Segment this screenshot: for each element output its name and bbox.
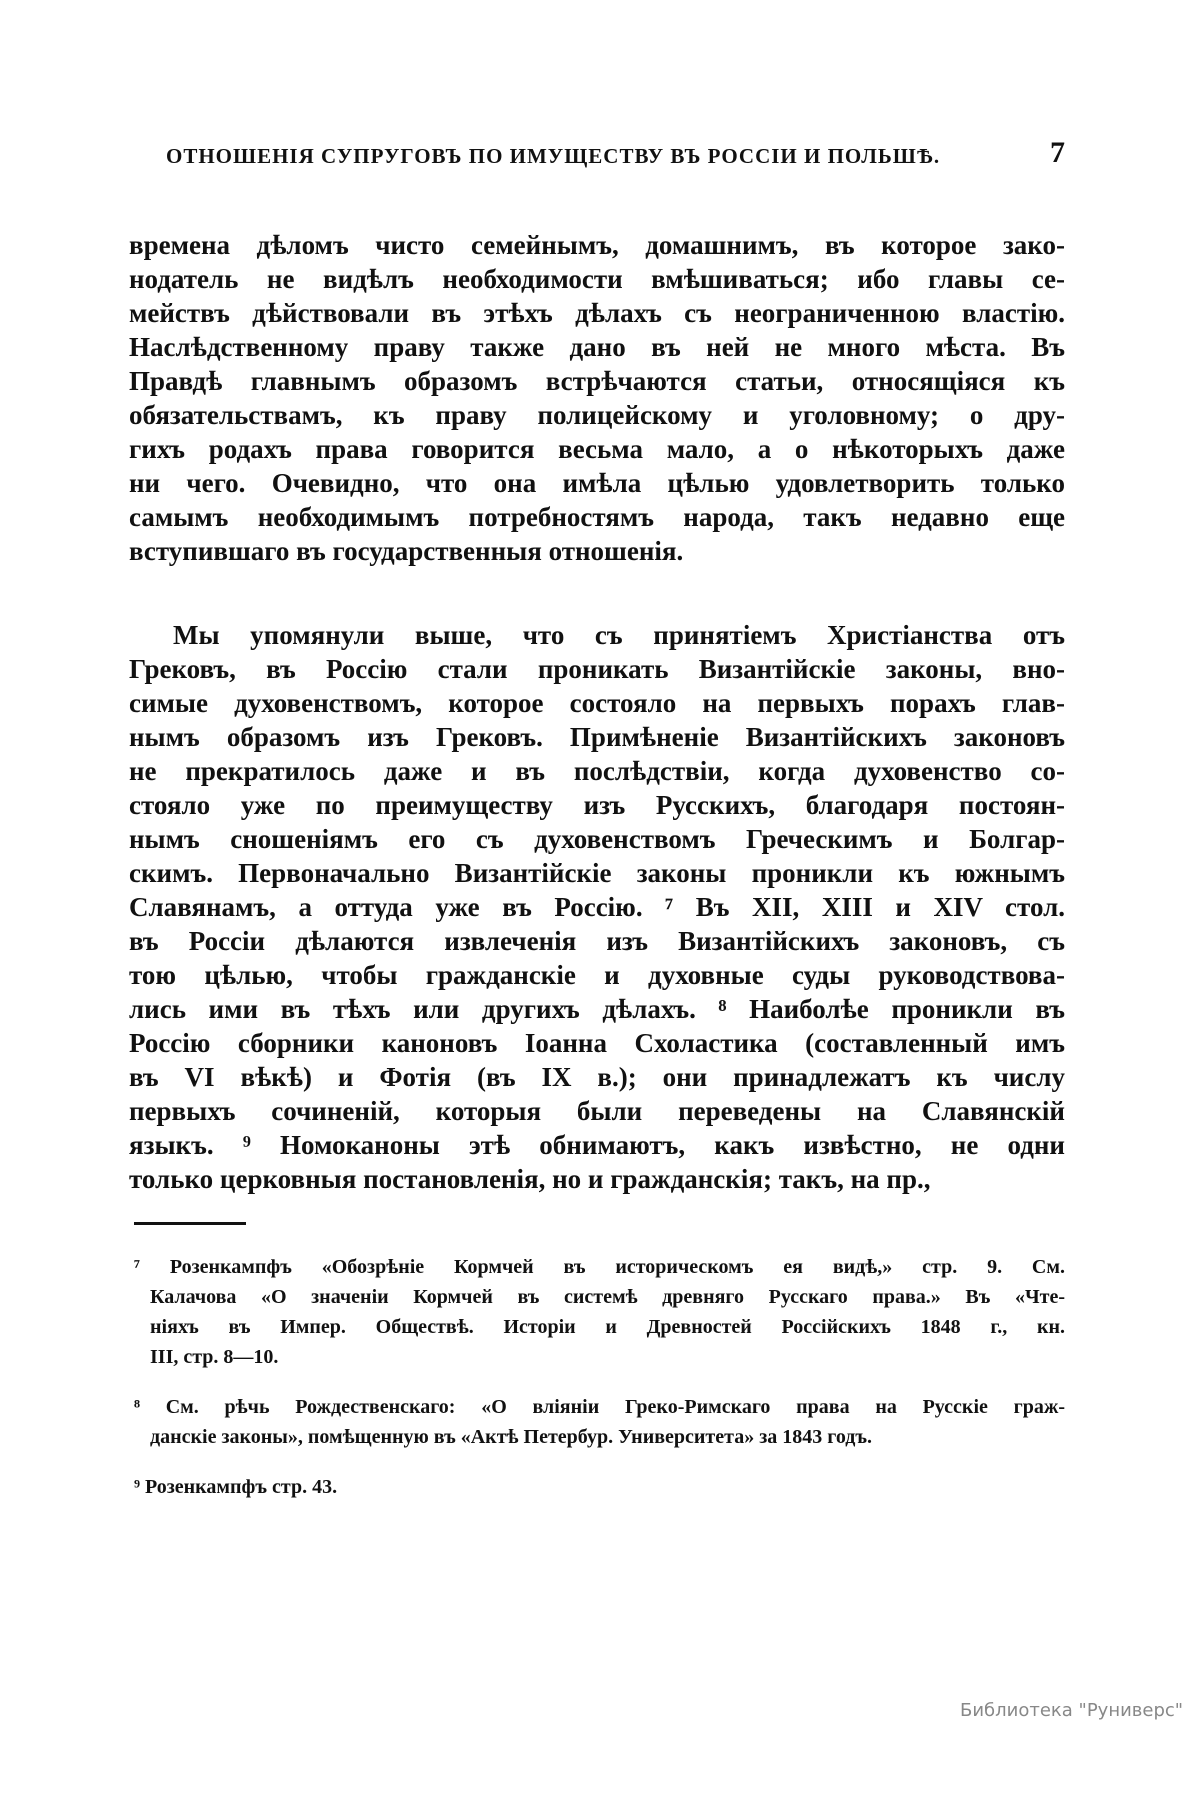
- text-line: ни чего. Очевидно, что она имѣла цѣлью удовлетворить только: [129, 468, 1065, 498]
- footnote-7: [134, 1252, 1065, 1372]
- library-watermark: Библиотека "Руниверс": [960, 1700, 1184, 1721]
- page-number: 7: [1050, 136, 1066, 169]
- running-header: [166, 136, 1066, 174]
- text-line: Правдѣ главнымъ образомъ встрѣчаются статьи, относящіяся къ: [129, 366, 1065, 396]
- text-line: самымъ необходимымъ потребностямъ народа, такъ недавно еще: [129, 502, 1065, 532]
- footnote-divider: [134, 1222, 246, 1225]
- paragraph-2: [129, 618, 1065, 1196]
- text-line: мействъ дѣйствовали въ этѣхъ дѣлахъ съ неограниченною властію.: [129, 298, 1065, 328]
- text-line: нымъ образомъ изъ Грековъ. Примѣненіе Византійскихъ законовъ: [129, 722, 1065, 752]
- text-line: въ Россіи дѣлаются извлеченія изъ Византійскихъ законовъ, съ: [129, 926, 1065, 956]
- text-line: Россію сборники каноновъ Іоанна Схоластика (составленный имъ: [129, 1028, 1065, 1058]
- text-line: нымъ сношеніямъ его съ духовенствомъ Греческимъ и Болгар-: [129, 824, 1065, 854]
- footnote-8: [134, 1392, 1065, 1452]
- text-line: ⁹ Розенкампфъ стр. 43.: [134, 1476, 338, 1498]
- text-line: ⁸ См. рѣчь Рождественскаго: «О вліяніи Греко-Римскаго права на Русскіе граж-: [134, 1396, 1065, 1418]
- text-line: данскіе законы», помѣщенную въ «Актѣ Петербур. Университета» за 1843 годъ.: [150, 1426, 873, 1448]
- text-line: стояло уже по преимуществу изъ Русскихъ, благодаря постоян-: [129, 790, 1065, 820]
- text-line: симые духовенствомъ, которое состояло на первыхъ порахъ глав-: [129, 688, 1065, 718]
- text-line: тою цѣлью, чтобы гражданскіе и духовные суды руководствова-: [129, 960, 1065, 990]
- text-line: въ VI вѣкѣ) и Фотія (въ IX в.); они принадлежатъ къ числу: [129, 1062, 1065, 1092]
- text-line: скимъ. Первоначально Византійскіе законы проникли къ южнымъ: [129, 858, 1065, 888]
- text-line: вступившаго въ государственныя отношенія.: [129, 536, 684, 566]
- text-line: Наслѣдственному праву также дано въ ней не много мѣста. Въ: [129, 332, 1065, 362]
- text-line: ⁷ Розенкампфъ «Обозрѣніе Кормчей въ историческомъ ея видѣ,» стр. 9. См.: [134, 1256, 1065, 1278]
- text-line: нодатель не видѣлъ необходимости вмѣшиваться; ибо главы се-: [129, 264, 1065, 294]
- text-line: Калачова «О значеніи Кормчей въ системѣ древняго Русскаго права.» Въ «Чте-: [150, 1286, 1065, 1308]
- text-line: гихъ родахъ права говорится весьма мало, а о нѣкоторыхъ даже: [129, 434, 1065, 464]
- text-line: ніяхъ въ Импер. Обществѣ. Исторіи и Древностей Россійскихъ 1848 г., кн.: [150, 1316, 1065, 1338]
- text-line: Славянамъ, а оттуда уже въ Россію. ⁷ Въ XII, XIII и XIV стол.: [129, 892, 1065, 922]
- text-line: обязательствамъ, къ праву полицейскому и уголовному; о дру-: [129, 400, 1065, 430]
- text-line: только церковныя постановленія, но и гражданскія; такъ, на пр.,: [129, 1164, 931, 1194]
- paragraph-1: [129, 228, 1065, 568]
- text-line: III, стр. 8—10.: [150, 1346, 279, 1368]
- text-line: не прекратилось даже и въ послѣдствіи, когда духовенство со-: [129, 756, 1065, 786]
- text-line: лись ими въ тѣхъ или другихъ дѣлахъ. ⁸ Наиболѣе проникли въ: [129, 994, 1065, 1024]
- text-line: Мы упомянули выше, что съ принятіемъ Христіанства отъ: [173, 620, 1065, 650]
- running-title: ОТНОШЕНІЯ СУПРУГОВЪ ПО ИМУЩЕСТВУ ВЪ РОССІИ И ПОЛЬШѢ.: [166, 144, 941, 168]
- text-line: первыхъ сочиненій, которыя были переведены на Славянскій: [129, 1096, 1065, 1126]
- footnote-9: [134, 1472, 1065, 1502]
- text-line: языкъ. ⁹ Номоканоны этѣ обнимаютъ, какъ извѣстно, не одни: [129, 1130, 1065, 1160]
- text-line: времена дѣломъ чисто семейнымъ, домашнимъ, въ которое зако-: [129, 230, 1065, 260]
- text-line: Грековъ, въ Россію стали проникать Византійскіе законы, вно-: [129, 654, 1065, 684]
